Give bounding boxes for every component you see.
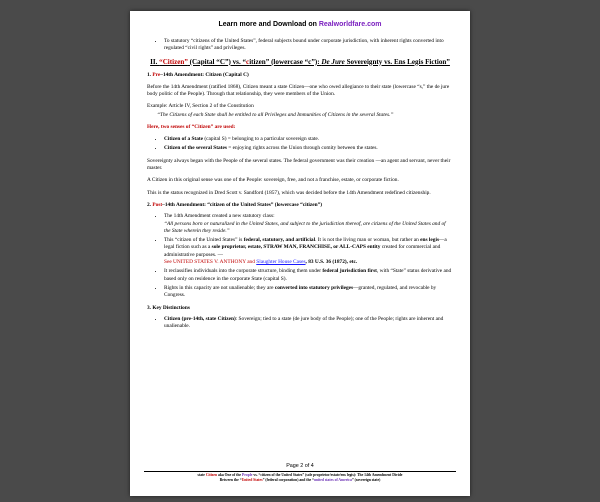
- example-label: Example: Article IV, Section 2 of the Constitution: [147, 103, 254, 110]
- intro-bullet: • To statutory “citizens of the United States”, federal subjects bound under corporate jurisdiction, with inherent rights converted into regulated “civil rights” and privileges.: [164, 38, 453, 53]
- original-sense-paragraph: A Citizen in this original sense was one of the People: sovereign, free, and not a franchise, estate, or corporate fiction.: [147, 177, 399, 184]
- key-distinctions-list: [147, 316, 453, 331]
- senses-list: [147, 136, 453, 153]
- statutory-class-bullet: • The 14th Amendment created a new statutory class: “All persons born or naturalized in the United States, and subject to the jurisdiction thereof, are citizens of the United States and of the State wherein they reside.”: [164, 213, 453, 235]
- reclassify-bullet: • It reclassifies individuals into the corporate structure, binding them under federal jurisdiction first, with “State” status derivative and based only on residence in the corporate State (capital S).: [164, 268, 453, 283]
- ens-legis-bullet: • This “citizen of the United States” is federal, statutory, and artificial. It is not the living man or woman, but rather an ens legis—a legal fiction such as a sole proprietor, estate, STRAW MAN, FRANCHISE, or ALL-CAPS entity created for commercial and administrative purposes. — See UNITED STATES V. ANTHONY and Slaughter House Cases, 83 U.S. 36 (1872), etc.: [164, 237, 453, 266]
- dred-scott-paragraph: This is the status recognized in Dred Scott v. Sandford (1857), which was decided before the 14th Amendment redefined citizenship.: [147, 189, 431, 196]
- footer-divider: [144, 471, 456, 472]
- sense-citizen-of-state: • Citizen of a State (capital S) = belonging to a particular sovereign state.: [164, 136, 453, 143]
- key-distinctions-heading: 3. Key Distinctions: [147, 304, 190, 311]
- sovereignty-paragraph: Sovereignty always began with the People of the several states. The federal government was their creation —an agent and servant, never their master.: [147, 157, 451, 172]
- page-number: Page 2 of 4: [286, 463, 314, 469]
- rights-bullet: • Rights in this capacity are not unalienable; they are converted into statutory privileges—granted, regulated, and revocable by Congress.: [164, 285, 453, 300]
- section-2-heading: II. “Citizen” (Capital “C”) vs. “citizen” (lowercase “c”): De Jure Sovereignty vs. Ens Legis Fiction”: [150, 57, 450, 66]
- pre-14th-paragraph: Before the 14th Amendment (ratified 1868), Citizen meant a state Citizen—one who owed allegiance to their state (lowercase “s,” the de jure body politic of the People). Through that relationship, they were members of the Union.: [147, 83, 450, 97]
- slaughter-house-link[interactable]: Slaughter House Cases: [256, 259, 306, 266]
- sense-citizen-several-states: • Citizen of the several States = enjoying rights across the Union through comity between the states.: [164, 145, 453, 152]
- document-page: [130, 11, 470, 496]
- two-senses-heading: Here, two senses of “Citizen” are used:: [147, 123, 236, 130]
- download-banner: [147, 21, 453, 29]
- pre-14th-heading: 1. Pre–14th Amendment: Citizen (Capital C): [147, 72, 249, 79]
- post-14th-heading: 2. Post–14th Amendment: “citizen of the United States” (lowercase “citizen”): [147, 201, 323, 208]
- realworldfare-link[interactable]: Realworldfare.com: [318, 21, 382, 28]
- page-footer: state Citizen aka One of the People vs. “citizen of the United States” (sole proprietor/estate/ens legis): The 14th Amendment Divide Between the “United States” (federal corporation) and the “united states of America” (sovereign state): [197, 473, 403, 482]
- citizen-pre14-bullet: • Citizen (pre-14th, state Citizen): Sovereign; tied to a state (de jure body of the People); one of the People; rights are inherent and unalienable.: [164, 316, 453, 331]
- banner-text: Learn more and Download on: [218, 21, 319, 28]
- intro-list: [147, 38, 453, 53]
- article-iv-quote: “The Citizens of each State shall be entitled to all Privileges and Immunities of Citizens in the several States.”: [157, 111, 394, 118]
- page-content: [147, 21, 453, 335]
- post-14th-list: [147, 213, 453, 299]
